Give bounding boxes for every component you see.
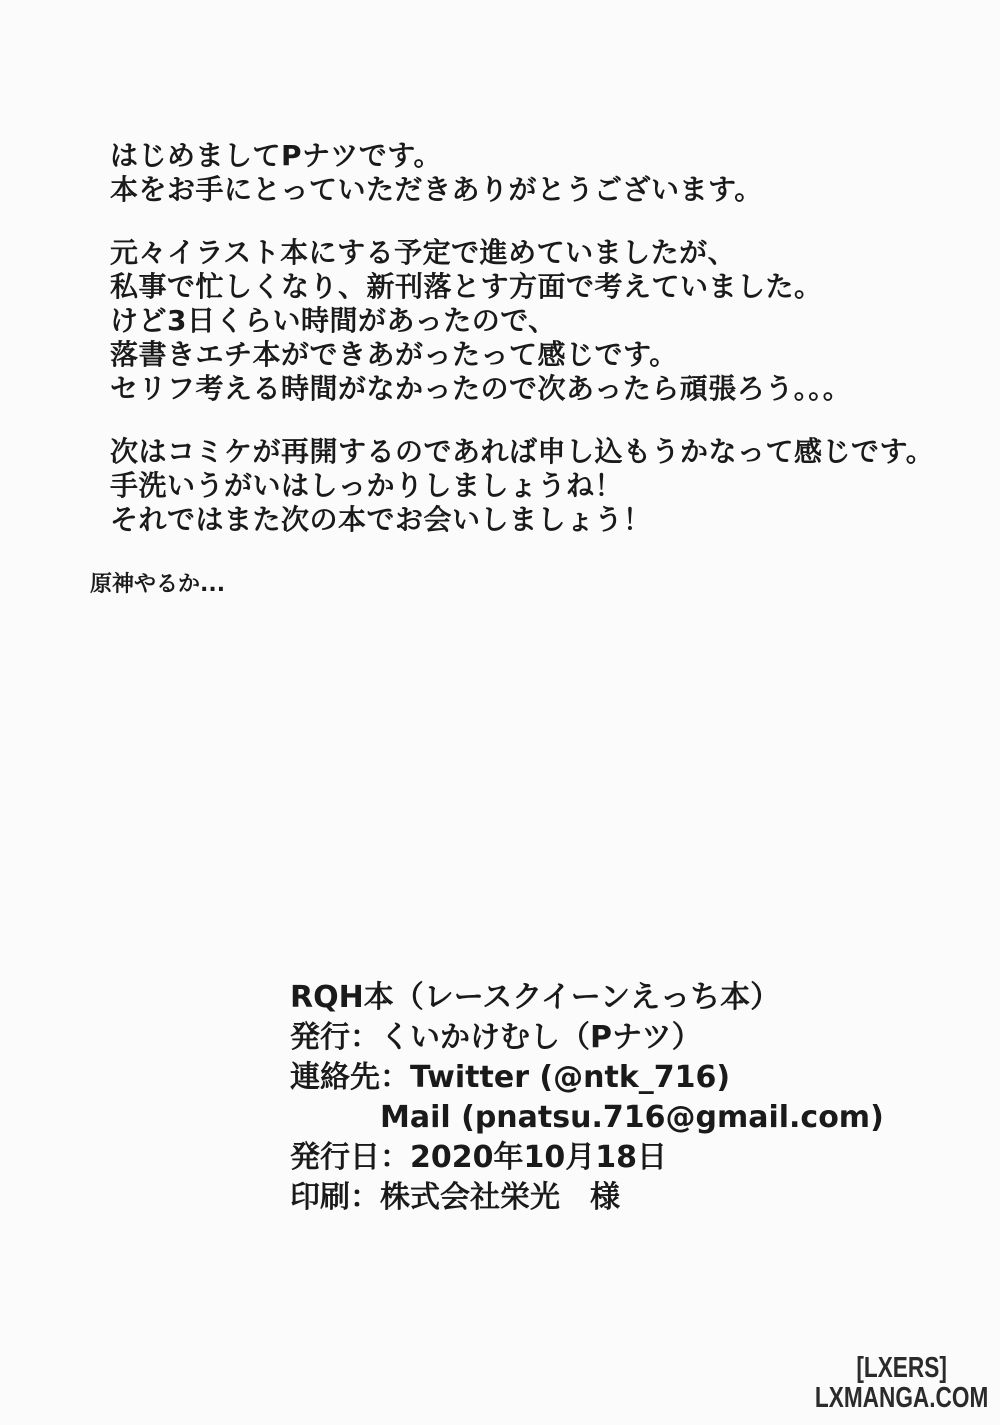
afterword-paragraph-closing — [110, 435, 934, 537]
afterword-line: はじめましてPナツです。 — [110, 139, 443, 172]
colophon-block — [290, 978, 884, 1218]
watermark-group-name: [LXERS] — [856, 1352, 947, 1384]
afterword-line: 手洗いうがいはしっかりしましょうね！ — [110, 469, 624, 502]
afterword-line: 元々イラスト本にする予定で進めていましたが、 — [110, 236, 737, 269]
colophon-publish-date: 発行日：2020年10月18日 — [290, 1140, 667, 1175]
colophon-publisher: 発行：くいかけむし（Pナツ） — [290, 1020, 702, 1055]
afterword-paragraph-production — [110, 236, 934, 406]
colophon-contact-twitter: 連絡先：Twitter (@ntk_716) — [290, 1060, 731, 1095]
afterword-paragraph-greeting — [110, 139, 934, 207]
afterword-line: それではまた次の本でお会いしましょう！ — [110, 503, 652, 536]
afterword-line: 落書きエチ本ができあがったって感じです。 — [110, 338, 678, 371]
afterword-line: けど3日くらい時間があったので、 — [110, 304, 557, 337]
afterword-text — [110, 139, 934, 537]
afterword-line: 私事で忙しくなり、新刊落とす方面で考えていました。 — [110, 270, 823, 303]
colophon-title: RQH本（レースクイーンえっち本） — [290, 980, 781, 1015]
afterword-side-note: 原神やるか... — [90, 572, 226, 597]
watermark-site-url: LXMANGA.COM — [814, 1382, 988, 1414]
afterword-line: セリフ考える時間がなかったので次あったら頑張ろう。。。 — [110, 372, 852, 405]
afterword-line: 本をお手にとっていただきありがとうございます。 — [110, 173, 763, 206]
colophon-printer: 印刷：株式会社栄光 様 — [290, 1180, 620, 1215]
site-watermark — [815, 1353, 988, 1413]
colophon-contact-mail: Mail (pnatsu.716@gmail.com) — [380, 1100, 884, 1135]
afterword-line: 次はコミケが再開するのであれば申し込もうかなって感じです。 — [110, 435, 935, 468]
